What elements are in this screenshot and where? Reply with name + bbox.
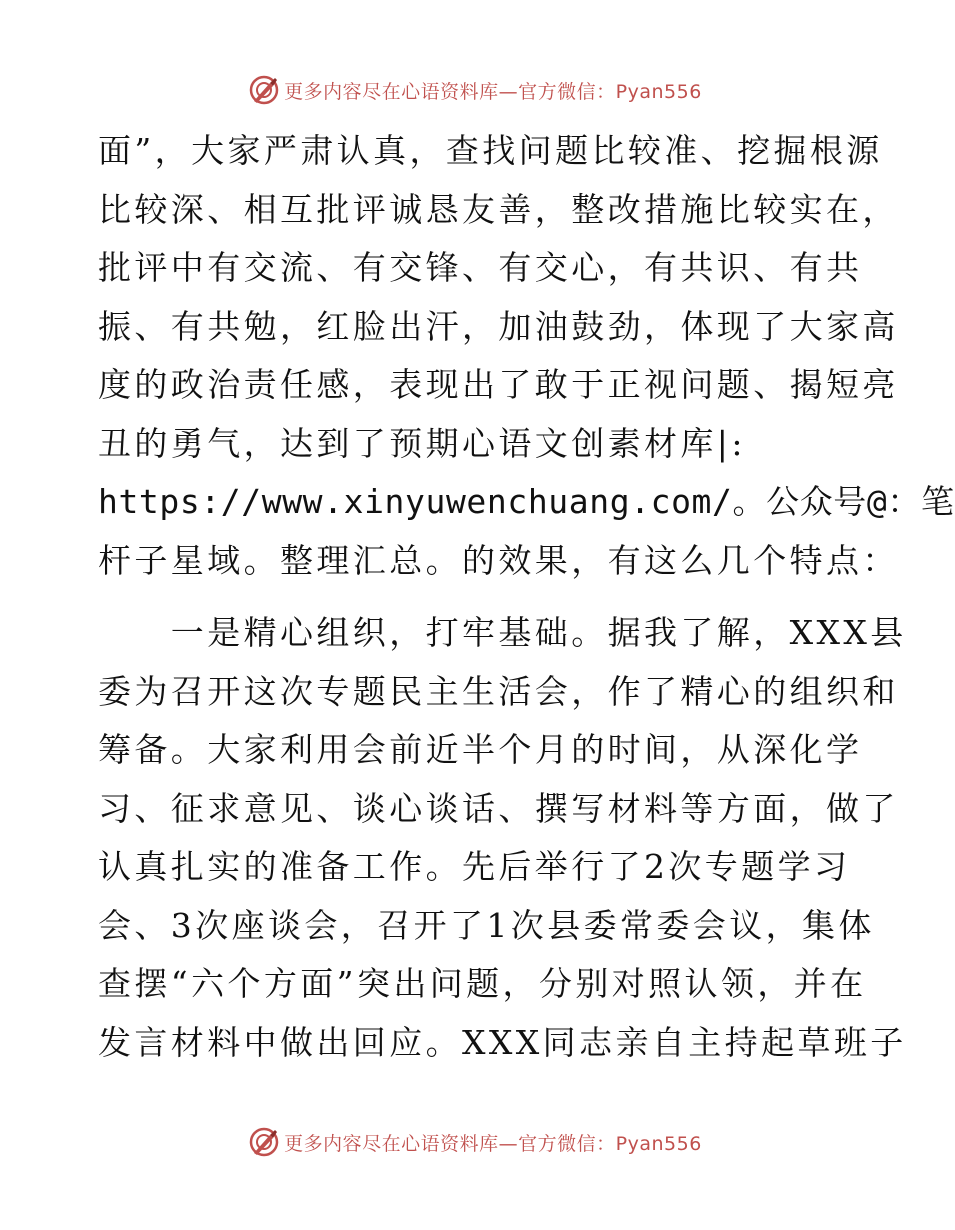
paragraph-gap — [98, 590, 850, 604]
text-line: 面”，大家严肃认真，查找问题比较准、挖掘根源 — [98, 131, 883, 170]
text-line: 委为召开这次专题民主生活会，作了精心的组织和 — [98, 671, 899, 711]
pen-logo-icon — [248, 1126, 280, 1158]
document-body — [98, 122, 955, 1072]
text-line: 认真扎实的准备工作。先后举行了2次专题学习 — [98, 847, 851, 886]
text-line: 习、征求意见、谈心谈话、撰写材料等方面，做了 — [98, 788, 899, 828]
watermark-text: 更多内容尽在心语资料库—官方微信：Pyan556 — [284, 80, 702, 103]
text-line: 批评中有交流、有交锋、有交心，有共识、有共 — [98, 248, 863, 287]
text-line: 比较深、相互批评诚恳友善，整改措施比较实在， — [98, 189, 899, 229]
text-line: 丑的勇气，达到了预期心语文创素材库|: — [98, 423, 746, 463]
watermark-text: 更多内容尽在心语资料库—官方微信：Pyan556 — [284, 1132, 702, 1155]
text-line: 会、3次座谈会，召开了1次县委常委会议，集体 — [98, 905, 875, 945]
text-line: 杆子星域。整理汇总。的效果，有这么几个特点： — [98, 540, 899, 580]
text-line: 查摆“六个方面”突出问题，分别对照认领，并在 — [98, 964, 867, 1003]
paragraph-start-line: 一是精心组织，打牢基础。据我了解，XXX县 — [98, 613, 907, 652]
footer-watermark — [0, 1122, 950, 1162]
text-line: 发言材料中做出回应。XXX同志亲自主持起草班子 — [98, 1022, 907, 1062]
text-line: 度的政治责任感，表现出了敢于正视问题、揭短亮 — [98, 365, 899, 404]
text-line: 振、有共勉，红脸出汗，加油鼓劲，体现了大家高 — [98, 306, 899, 346]
text-line: 筹备。大家利用会前近半个月的时间，从深化学 — [98, 730, 863, 769]
url-line: https://www.xinyuwenchuang.com/。公众号@：笔 — [98, 482, 955, 521]
pen-logo-icon — [248, 74, 280, 106]
header-watermark — [0, 70, 950, 110]
